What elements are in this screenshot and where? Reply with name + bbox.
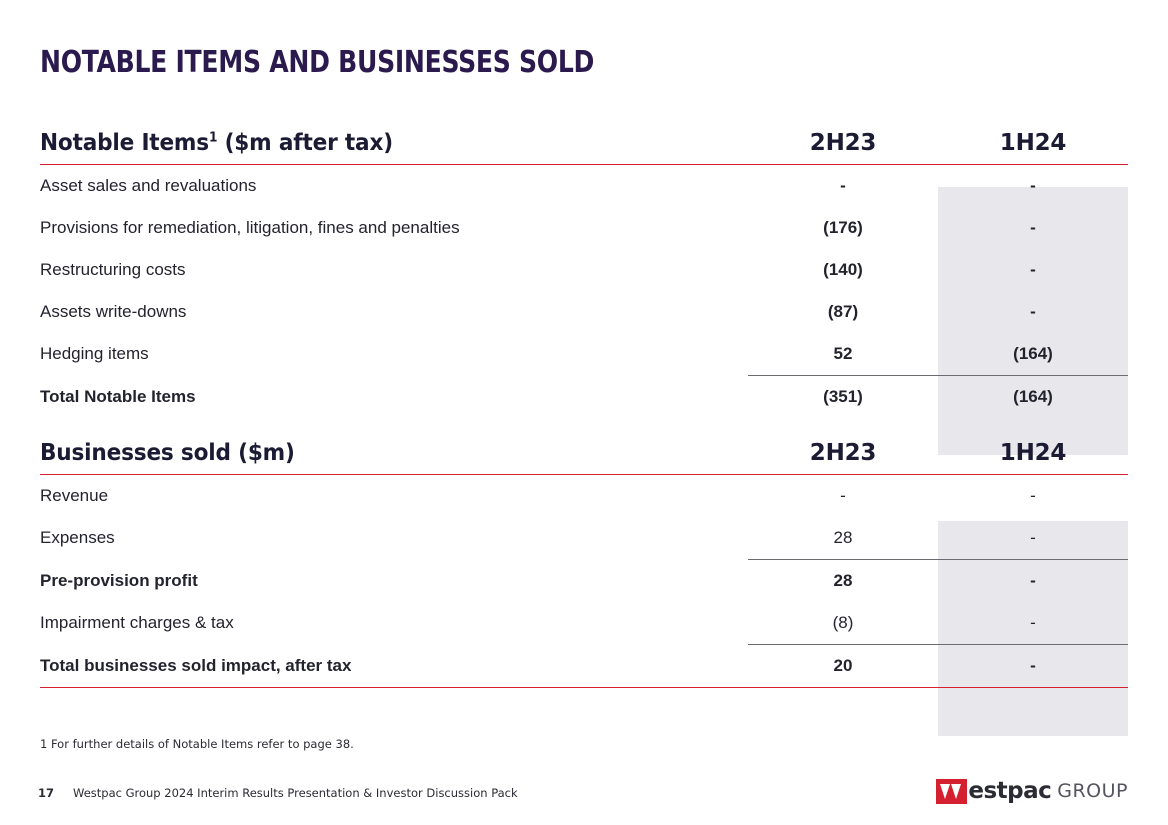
logo-brand-text: estpac [968,778,1052,804]
row-value-1h24: - [1030,176,1036,195]
table-spacer [40,418,1128,440]
row-value-2h23: 20 [833,656,853,675]
table-row-total [40,645,1128,688]
row-label: Asset sales and revaluations [40,176,257,195]
table-row [40,517,1128,560]
logo-suffix-text: GROUP [1057,780,1128,802]
row-label: Hedging items [40,344,149,364]
table-row [40,291,1128,333]
row-label: Restructuring costs [40,260,186,279]
row-value-1h24: - [1030,571,1036,590]
notable-items-header-2h23: 2H23 [809,130,877,156]
row-value-1h24: - [1030,260,1036,279]
tables-container [40,130,1128,688]
notable-items-header-label [40,130,706,165]
businesses-sold-header-1h24: 1H24 [999,440,1067,466]
businesses-sold-header-label: Businesses sold ($m) [40,440,295,466]
table-row [40,333,1128,376]
row-label: Total Notable Items [40,387,196,406]
row-value-2h23: - [840,486,846,505]
row-value-2h23: (351) [823,387,863,406]
notable-items-header-title: Notable Items [40,130,209,156]
table-row [40,207,1128,249]
slide-footer [0,778,1168,816]
row-value-2h23: 28 [833,571,853,590]
row-label: Total businesses sold impact, after tax [40,656,352,675]
table-row [40,602,1128,645]
westpac-logo [936,778,1128,804]
row-value-1h24: - [1030,656,1036,675]
row-value-2h23: 28 [833,528,853,547]
row-value-2h23: - [840,176,846,195]
westpac-w-icon [936,779,967,804]
row-value-1h24: - [1030,218,1036,237]
table-row [40,165,1128,207]
footer-text: Westpac Group 2024 Interim Results Presentation & Investor Discussion Pack [73,786,518,800]
footnote: 1 For further details of Notable Items refer to page 38. [40,737,354,751]
row-value-2h23: (87) [827,302,859,321]
page-title: NOTABLE ITEMS AND BUSINESSES SOLD [40,45,595,80]
row-value-2h23: (8) [832,613,854,632]
row-value-2h23: 52 [833,344,853,363]
row-value-2h23: (140) [823,260,863,279]
table-row-total [40,560,1128,602]
notable-items-footnote-marker: 1 [208,130,218,146]
row-value-2h23: (176) [823,218,863,237]
notable-items-header-row [40,130,1128,165]
row-label: Pre-provision profit [40,571,198,590]
row-value-1h24: (164) [1013,387,1053,406]
businesses-sold-header-row [40,440,1128,475]
row-label: Expenses [40,528,115,548]
businesses-sold-header-2h23: 2H23 [809,440,877,466]
table-row-total [40,376,1128,418]
table-row [40,475,1128,517]
businesses-sold-table [40,440,1128,688]
notable-items-header-units: ($m after tax) [217,130,393,156]
notable-items-header-1h24: 1H24 [999,130,1067,156]
row-label: Revenue [40,486,109,505]
row-label: Provisions for remediation, litigation, fines and penalties [40,218,460,237]
page-number: 17 [38,786,55,800]
row-value-1h24: - [1030,302,1036,321]
row-value-1h24: - [1030,613,1036,632]
row-value-1h24: (164) [1013,344,1053,363]
row-label: Assets write-downs [40,302,187,321]
notable-items-table [40,130,1128,418]
row-label: Impairment charges & tax [40,613,234,633]
table-row [40,249,1128,291]
row-value-1h24: - [1030,528,1036,547]
row-value-1h24: - [1030,486,1036,505]
businesses-sold-bottom-rule [40,688,1128,689]
